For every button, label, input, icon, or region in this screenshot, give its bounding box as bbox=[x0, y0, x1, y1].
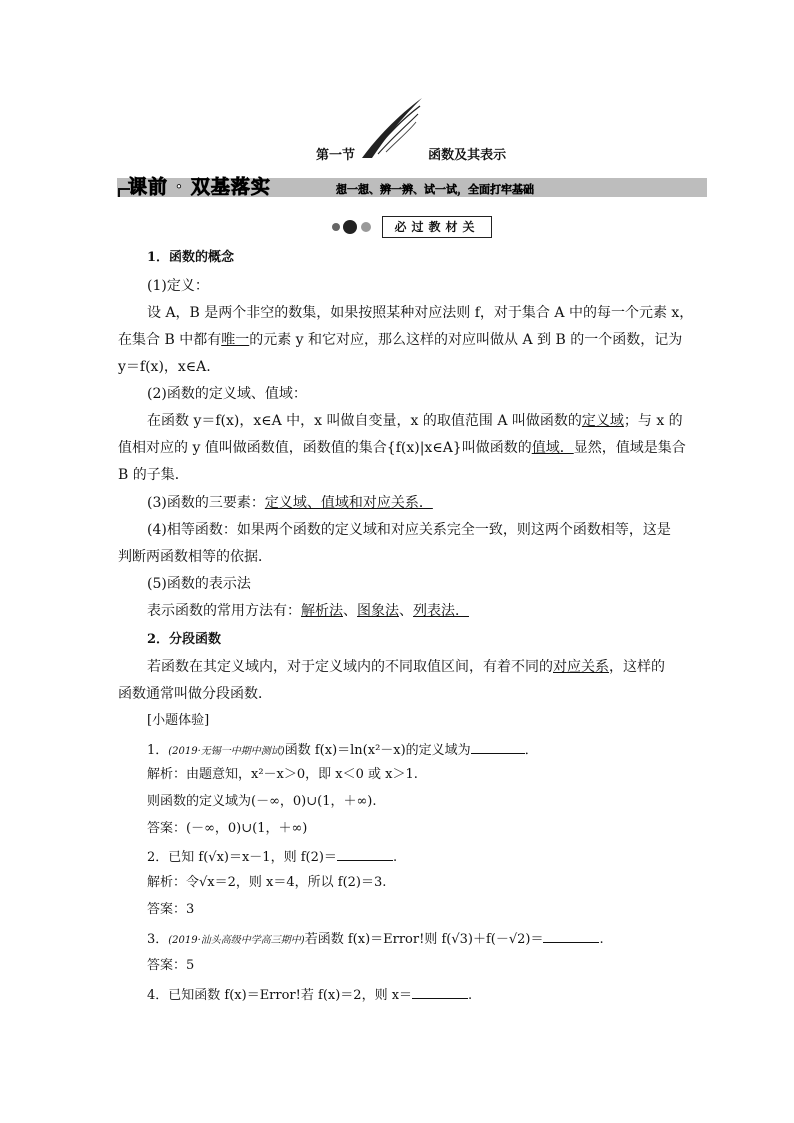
domain-line-3: B 的子集． bbox=[118, 467, 189, 483]
answer-blank bbox=[471, 740, 525, 754]
blank-answer: 定义域 bbox=[581, 413, 624, 429]
equal-functions-line-2: 判断两函数相等的依据． bbox=[118, 549, 272, 565]
blank-answer: 解析法 bbox=[301, 603, 343, 619]
section-1-title: 1．函数的概念 bbox=[147, 250, 235, 265]
section-number: 第一节 bbox=[316, 148, 356, 163]
exercise-heading: [小题体验] bbox=[147, 713, 210, 728]
question-1: 1．(2019·无锡一中期中测试)函数 f(x)＝ln(x²－x)的定义域为 ． bbox=[147, 740, 538, 761]
blank-answer: 对应关系 bbox=[553, 659, 609, 675]
blank-answer: 唯一 bbox=[221, 332, 250, 348]
domain-line-1: 在函数 y＝f(x)，x∈A 中，x 叫做自变量，x 的取值范围 A 叫做函数的定义域；与 x 的 bbox=[147, 413, 683, 429]
equal-functions-line-1: (4)相等函数：如果两个函数的定义域和对应关系完全一致，则这两个函数相等，这是 bbox=[147, 522, 671, 538]
question-source: (2019·无锡一中期中测试) bbox=[168, 746, 285, 757]
representation-heading: (5)函数的表示法 bbox=[147, 576, 251, 592]
section-title: 函数及其表示 bbox=[428, 148, 507, 163]
blank-answer: 定义域、值域和对应关系． bbox=[264, 495, 433, 511]
question-source: (2019·汕头高级中学高三期中) bbox=[168, 935, 305, 946]
blank-answer: 列表法． bbox=[413, 603, 469, 619]
piecewise-line-2: 函数通常叫做分段函数． bbox=[118, 686, 272, 702]
question-2-solution: 解析：令√x＝2，则 x＝4，所以 f(2)＝3. bbox=[147, 875, 387, 890]
representation-line: 表示函数的常用方法有：解析法、图象法、列表法． bbox=[147, 603, 469, 619]
badge-label: 必过教材关 bbox=[382, 216, 492, 238]
answer-blank bbox=[412, 985, 468, 999]
question-4: 4．已知函数 f(x)＝Error!若 f(x)＝2，则 x＝ . bbox=[147, 985, 472, 1005]
question-3-answer: 答案：5 bbox=[147, 958, 195, 973]
banner-title: 课前 · 双基落实 bbox=[128, 176, 271, 198]
answer-blank bbox=[337, 847, 393, 861]
question-1-answer: 答案：(－∞，0)∪(1，＋∞) bbox=[147, 821, 308, 836]
three-elements-line: (3)函数的三要素：定义域、值域和对应关系． bbox=[147, 495, 433, 511]
question-2-answer: 答案：3 bbox=[147, 902, 195, 917]
badge-dots-icon bbox=[330, 217, 382, 237]
section-2-title: 2．分段函数 bbox=[147, 632, 222, 647]
definition-line-2: 在集合 B 中都有唯一的元素 y 和它对应，那么这样的对应叫做从 A 到 B 的一个函数，记为 bbox=[118, 332, 683, 348]
section-header bbox=[316, 144, 506, 163]
definition-line-1: 设 A，B 是两个非空的数集，如果按照某种对应法则 f，对于集合 A 中的每一个元素 x， bbox=[147, 305, 694, 321]
domain-heading: (2)函数的定义域、值域： bbox=[147, 386, 307, 402]
question-2: 2．已知 f(√x)＝x－1，则 f(2)＝ . bbox=[147, 847, 397, 867]
question-1-solution-2: 则函数的定义域为(－∞，0)∪(1，＋∞). bbox=[147, 794, 377, 809]
blank-answer: 值域． bbox=[531, 440, 574, 456]
answer-blank bbox=[543, 929, 599, 943]
question-1-solution: 解析：由题意知，x²－x＞0，即 x＜0 或 x＞1. bbox=[147, 767, 418, 782]
question-3: 3．(2019·汕头高级中学高三期中)若函数 f(x)＝Error!则 f(√3)＋f(－√2)＝ . bbox=[147, 929, 604, 950]
banner-subtitle: 想一想、辨一辨、试一试，全面打牢基础 bbox=[336, 183, 534, 196]
definition-line-3: y＝f(x)，x∈A. bbox=[118, 359, 211, 375]
domain-line-2: 值相对应的 y 值叫做函数值，函数值的集合{f(x)|x∈A}叫做函数的值域．显然，值域是集合 bbox=[118, 440, 686, 456]
piecewise-line-1: 若函数在其定义域内，对于定义域内的不同取值区间，有着不同的对应关系，这样的 bbox=[147, 659, 665, 675]
blank-answer: 图象法 bbox=[357, 603, 399, 619]
definition-heading: (1)定义： bbox=[147, 278, 209, 294]
